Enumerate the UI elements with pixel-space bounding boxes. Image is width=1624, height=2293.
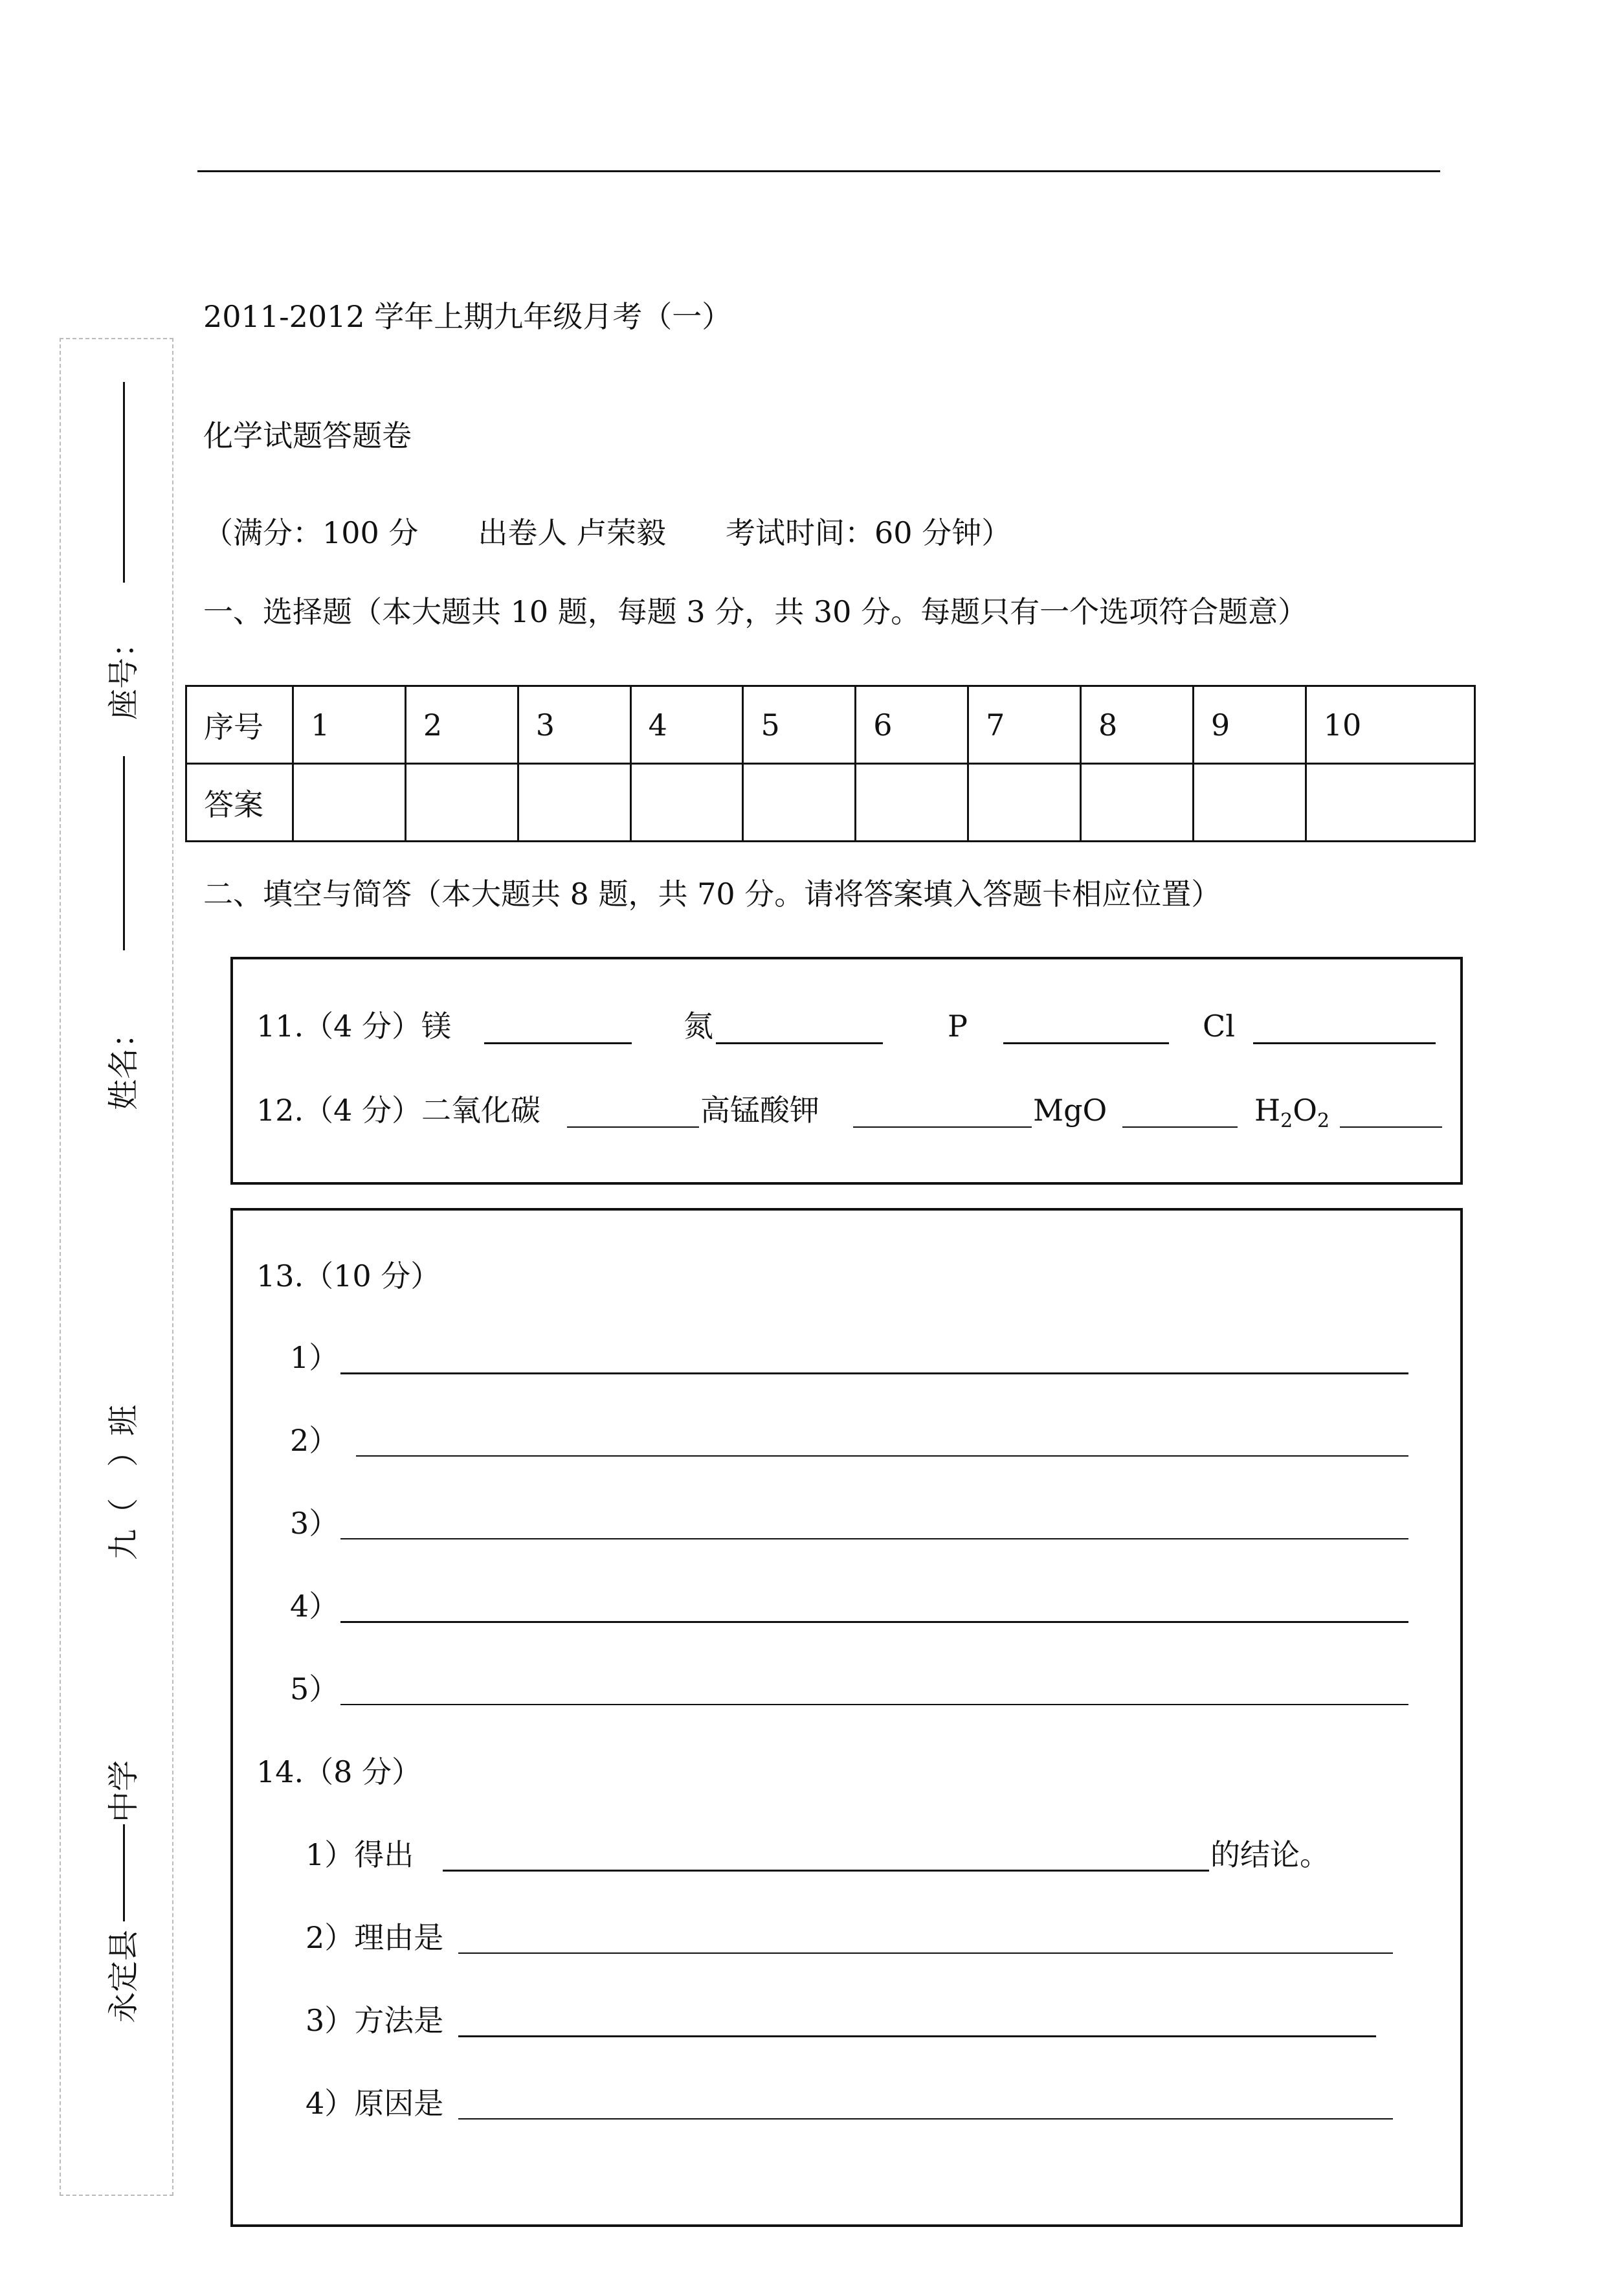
name-line xyxy=(123,756,125,950)
q11-item2: 氮 xyxy=(684,1009,713,1044)
table-row-answers xyxy=(186,764,1475,842)
question-number: 9 xyxy=(1193,686,1306,764)
h2o2-sub2: 2 xyxy=(1317,1110,1330,1133)
q14-line-2[interactable] xyxy=(458,1952,1393,1954)
q13-item-1-label: 1） xyxy=(290,1340,339,1375)
section2-heading: 二、填空与简答（本大题共 8 题，共 70 分。请将答案填入答题卡相应位置） xyxy=(203,877,1221,912)
choice-answer-table xyxy=(185,685,1476,842)
top-rule xyxy=(197,170,1440,172)
answer-cell[interactable] xyxy=(1081,764,1194,842)
q11-blank-1[interactable] xyxy=(484,1042,632,1044)
answer-cell[interactable] xyxy=(630,764,743,842)
q12-blank-2[interactable] xyxy=(853,1126,1032,1128)
seat-line xyxy=(123,382,125,583)
q12-blank-4[interactable] xyxy=(1340,1126,1442,1128)
question-number: 10 xyxy=(1306,686,1474,764)
question-number: 3 xyxy=(518,686,630,764)
q14-item-1-suffix: 的结论。 xyxy=(1210,1837,1329,1872)
q11-prefix: 11.（4 分）镁 xyxy=(256,1009,452,1044)
q11-blank-3[interactable] xyxy=(1003,1042,1169,1044)
q13-line-3[interactable] xyxy=(340,1538,1408,1539)
q13-title: 13.（10 分） xyxy=(256,1258,441,1293)
answer-box-q13-q14 xyxy=(230,1208,1463,2227)
q11-blank-4[interactable] xyxy=(1253,1042,1436,1044)
q12-prefix: 12.（4 分）二氧化碳 xyxy=(256,1093,541,1128)
q14-item-3-prefix: 3）方法是 xyxy=(306,2003,444,2038)
exam-title: 2011-2012 学年上期九年级月考（一） xyxy=(203,299,732,334)
q13-item-5-label: 5） xyxy=(290,1672,339,1706)
question-number: 2 xyxy=(405,686,518,764)
q13-item-2-label: 2） xyxy=(290,1423,339,1458)
row-header-answer: 答案 xyxy=(186,764,293,842)
answer-cell[interactable] xyxy=(743,764,856,842)
answer-cell[interactable] xyxy=(293,764,406,842)
table-row-numbers xyxy=(186,686,1475,764)
answer-cell[interactable] xyxy=(518,764,630,842)
q12-item2: 高锰酸钾 xyxy=(700,1093,819,1128)
class-label: 九（ ）班 xyxy=(106,1404,142,1560)
question-number: 5 xyxy=(743,686,856,764)
binding-strip xyxy=(60,338,173,2196)
q14-line-4[interactable] xyxy=(458,2118,1393,2120)
answer-box-q11-q12 xyxy=(230,957,1463,1185)
q12-blank-3[interactable] xyxy=(1122,1126,1238,1128)
school-suffix: 中学 xyxy=(106,1760,142,1822)
q14-title: 14.（8 分） xyxy=(256,1754,422,1789)
q11-item4: Cl xyxy=(1203,1009,1235,1044)
q14-line-1[interactable] xyxy=(443,1870,1209,1872)
question-number: 7 xyxy=(968,686,1081,764)
seat-label: 座号： xyxy=(106,626,142,720)
h2o2-h: H xyxy=(1254,1093,1281,1128)
h2o2-sub1: 2 xyxy=(1280,1110,1293,1133)
q12-item4 xyxy=(1254,1095,1329,1131)
q12-item3: MgO xyxy=(1033,1093,1107,1128)
q13-item-4-label: 4） xyxy=(290,1589,339,1624)
question-number: 6 xyxy=(856,686,968,764)
q13-line-1[interactable] xyxy=(340,1372,1408,1374)
question-number: 4 xyxy=(630,686,743,764)
section1-heading: 一、选择题（本大题共 10 题，每题 3 分，共 30 分。每题只有一个选项符合题意） xyxy=(203,594,1308,629)
subject-title: 化学试题答题卷 xyxy=(203,418,412,453)
school-prefix: 永定县 xyxy=(106,1929,142,2023)
answer-cell[interactable] xyxy=(968,764,1081,842)
q14-item-2-prefix: 2）理由是 xyxy=(306,1920,444,1955)
q14-item-4-prefix: 4）原因是 xyxy=(306,2086,444,2121)
answer-cell[interactable] xyxy=(1306,764,1474,842)
q13-item-3-label: 3） xyxy=(290,1506,339,1541)
q12-blank-1[interactable] xyxy=(567,1126,699,1128)
q13-line-4[interactable] xyxy=(340,1621,1408,1623)
question-number: 8 xyxy=(1081,686,1194,764)
h2o2-o: O xyxy=(1293,1093,1317,1128)
question-number: 1 xyxy=(293,686,406,764)
q11-blank-2[interactable] xyxy=(716,1042,883,1044)
answer-cell[interactable] xyxy=(405,764,518,842)
school-line xyxy=(123,1824,125,1921)
answer-cell[interactable] xyxy=(1193,764,1306,842)
answer-cell[interactable] xyxy=(856,764,968,842)
q14-line-3[interactable] xyxy=(458,2035,1376,2037)
exam-info: （满分：100 分 出卷人 卢荣毅 考试时间：60 分钟） xyxy=(203,515,1012,550)
q11-item3: P xyxy=(948,1009,968,1044)
row-header-number: 序号 xyxy=(186,686,293,764)
q13-line-5[interactable] xyxy=(340,1704,1408,1705)
name-label: 姓名： xyxy=(106,1016,142,1110)
q14-item-1-prefix: 1）得出 xyxy=(306,1837,414,1872)
q13-line-2[interactable] xyxy=(356,1455,1408,1457)
